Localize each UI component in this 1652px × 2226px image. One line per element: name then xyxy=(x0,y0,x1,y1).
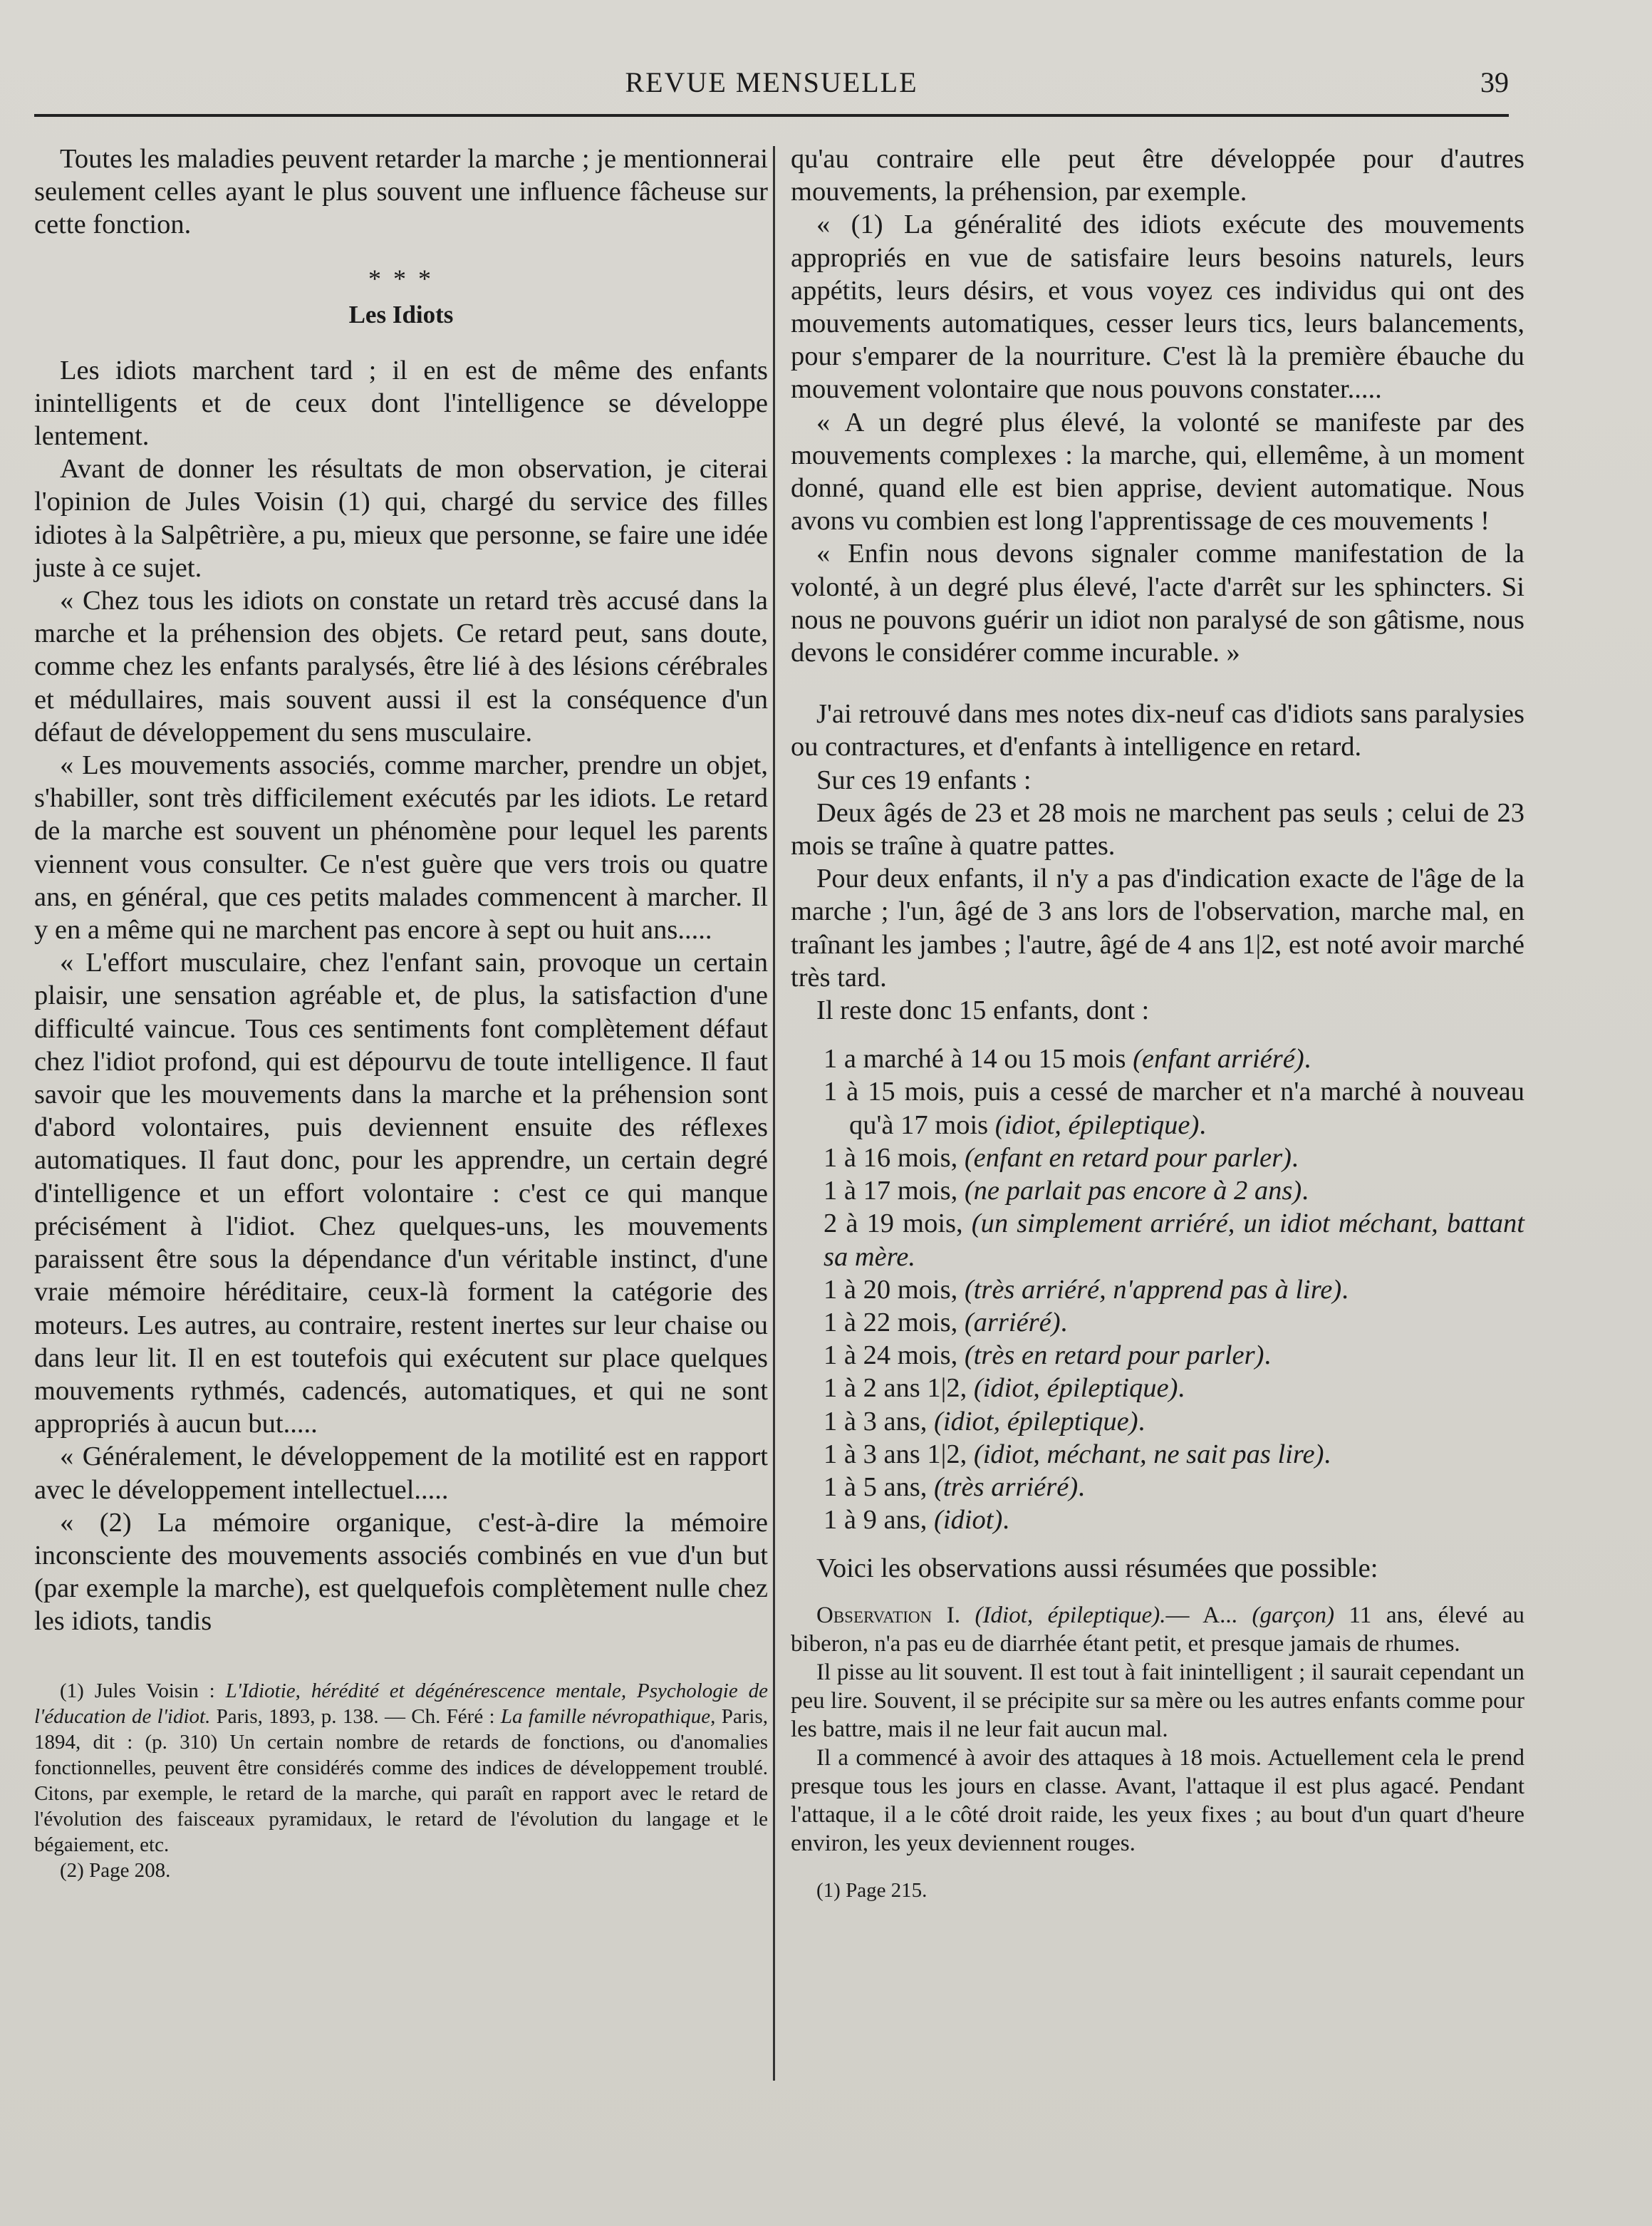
paragraph: J'ai retrouvé dans mes notes dix-neuf cas d'idiots sans paralysies ou contractures, et d'enfants à intelligence en retard. xyxy=(791,699,1524,762)
paragraph: Les idiots marchent tard ; il en est de même des enfants inintelligents et de ceux dont l'intelligence se développe lentement. xyxy=(34,355,768,452)
list-item xyxy=(791,1405,1524,1438)
paragraph: Voici les observations aussi résumées que possible: xyxy=(816,1553,1378,1584)
footnote-1-title: La famille névropathique, xyxy=(500,1704,716,1728)
list-item-end: . xyxy=(1199,1109,1206,1140)
footnote-1-part: Paris, 1893, p. 138. — Ch. Féré : xyxy=(210,1704,501,1728)
list-item-note: (très en retard pour parler) xyxy=(964,1340,1264,1371)
footnote-2: (2) Page 208. xyxy=(60,1858,171,1882)
list-item-end: . xyxy=(1291,1142,1299,1173)
section-separator: * * * xyxy=(368,264,434,293)
paragraph: « (1) La généralité des idiots exécute des mouvements appropriés en vue de satisfaire leurs besoins naturels, leurs appétits, leurs désirs, et vous voyez ces individus qui ont des mouvements automatiques, cesser leurs tics, leurs balancements, pour s'emparer de la nourriture. C'est là la première ébauche du mouvement volontaire que nous pouvons constater..... xyxy=(791,209,1524,405)
running-head xyxy=(34,63,1509,105)
column-rule xyxy=(773,146,775,2081)
observation-label: Observation I. xyxy=(816,1602,960,1628)
list-item-note: (idiot, épileptique) xyxy=(994,1109,1200,1140)
list-item-text: 1 a marché à 14 ou 15 mois xyxy=(824,1044,1133,1075)
list-item-note: (idiot, épileptique) xyxy=(973,1373,1178,1404)
running-title: REVUE MENSUELLE xyxy=(625,66,918,98)
list-item-text: 1 à 15 mois, puis a cessé de marcher et n'a marché à nouveau qu'à 17 mois xyxy=(824,1077,1524,1140)
list-item xyxy=(791,1207,1524,1273)
list-item-text: 1 à 17 mois, xyxy=(824,1176,965,1206)
footnote-1 xyxy=(34,1678,768,1858)
list-item-note: (arriéré) xyxy=(964,1307,1061,1337)
list-item-end: . xyxy=(1178,1373,1185,1404)
list-item-text: 1 à 16 mois, xyxy=(824,1142,965,1173)
paragraph: « (2) La mémoire organique, c'est-à-dire la mémoire inconsciente des mouvements associés combinés en vue d'un but (par exemple la marche), est quelquefois complètement nulle chez les idiots, tandis xyxy=(34,1507,768,1637)
list-item xyxy=(791,1372,1524,1404)
list-item xyxy=(791,1306,1524,1339)
list-item-text: 1 à 3 ans, xyxy=(824,1406,935,1436)
spacer xyxy=(791,1536,1524,1552)
paragraph: Il pisse au lit souvent. Il est tout à fait inintelligent ; il saurait cependant un peu lire. Souvent, il se précipite sur sa mère ou les autres enfants comme pour les battre, mais il ne leur fait aucun mal. xyxy=(791,1659,1524,1742)
spacer xyxy=(791,1585,1524,1601)
list-item-note: (idiot, méchant, ne sait pas lire) xyxy=(973,1439,1324,1469)
observation-heading xyxy=(791,1601,1524,1658)
list-item xyxy=(791,1174,1524,1207)
list-item-note: (un simplement arriéré, un idiot méchant, battant sa mère. xyxy=(824,1208,1524,1272)
list-item xyxy=(791,1339,1524,1372)
list-item-end: . xyxy=(1264,1340,1272,1371)
list-item-note: (enfant arriéré) xyxy=(1133,1044,1304,1075)
spacer xyxy=(791,669,1524,698)
list-item-note: (très arriéré) xyxy=(934,1471,1079,1502)
age-list xyxy=(791,1042,1524,1536)
list-item-text: 1 à 9 ans, xyxy=(824,1505,935,1536)
page-number: 39 xyxy=(1480,66,1509,98)
list-item-note: (ne parlait pas encore à 2 ans) xyxy=(964,1176,1302,1206)
paragraph: « Chez tous les idiots on constate un retard très accusé dans la marche et la préhension des objets. Ce retard peut, sans doute, comme chez les enfants paralysés, être lié à des lésions cérébrales et médullaires, mais souvent aussi il est la conséquence d'un défaut de développement du sens musculaire. xyxy=(34,586,768,747)
list-item-text: 1 à 20 mois, xyxy=(824,1274,965,1305)
list-item-note: (idiot, épileptique) xyxy=(934,1406,1138,1436)
list-item xyxy=(791,1503,1524,1536)
observation-text: — A... xyxy=(1165,1602,1252,1628)
list-item xyxy=(791,1438,1524,1471)
list-item-end: . xyxy=(1324,1439,1331,1469)
list-item-end: . xyxy=(1138,1406,1146,1436)
list-item xyxy=(791,1075,1524,1141)
section-title: Les Idiots xyxy=(348,300,454,328)
list-item-end: . xyxy=(1302,1176,1309,1206)
list-item-end: . xyxy=(1304,1044,1311,1075)
list-item-text: 2 à 19 mois, xyxy=(824,1208,972,1239)
list-item-note: (très arriéré, n'apprend pas à lire) xyxy=(964,1274,1342,1305)
list-item-note: (enfant en retard pour parler) xyxy=(964,1142,1292,1173)
list-item xyxy=(791,1273,1524,1306)
list-item-text: 1 à 2 ans 1|2, xyxy=(824,1373,974,1404)
list-item-text: 1 à 24 mois, xyxy=(824,1340,965,1371)
spacer xyxy=(791,1027,1524,1042)
left-column xyxy=(34,143,768,1883)
paragraph: Sur ces 19 enfants : xyxy=(816,765,1032,795)
observation-diagnosis: (Idiot, épileptique). xyxy=(960,1602,1166,1628)
footnotes xyxy=(34,1678,768,1883)
list-item-end: . xyxy=(1002,1505,1009,1536)
paragraph: « L'effort musculaire, chez l'enfant sain, provoque un certain plaisir, une sensation agréable et, de plus, la satisfaction d'une difficulté vaincue. Tous ces sentiments font complètement défaut chez l'idiot profond, qui est dépourvu de toute intelligence. Il faut savoir que les mouvements dans la marche et la préhension sont d'abord volontaires, puis deviennent ensuite des réflexes automatiques. Il faut donc, pour les apprendre, un certain degré d'intelligence et un effort volontaire : c'est ce qui manque précisément à l'idiot. Chez quelques-uns, les mouvements paraissent être sous la dépendance d'un véritable instinct, d'une vraie mémoire héréditaire, ceux-là forment la catégorie des moteurs. Les autres, au contraire, restent inertes sur leur chaise ou dans leur lit. Il en est toutefois qui exécutent sur place quelques mouvements rythmés, cadencés, automatiques, et qui ne sont appropriés à aucun but..... xyxy=(34,948,768,1439)
list-item-text: 1 à 22 mois, xyxy=(824,1307,965,1337)
paragraph: « Généralement, le développement de la motilité est en rapport avec le développement intellectuel..... xyxy=(34,1441,768,1505)
footnote-1-part: Paris, 1894, dit : (p. 310) Un certain nombre de retards de fonctions, ou d'anomalies fonctionnelles, peuvent être considérés comme des indices de développement troublé. Citons, par exemple, le retard de la marche, qui paraît en rapport avec le retard de l'évolution des faisceaux pyramidaux, le retard de l'évolution du langage et le bégaiement, etc. xyxy=(34,1704,769,1856)
paragraph: Toutes les maladies peuvent retarder la marche ; je mentionnerai seulement celles ayant le plus souvent une influence fâcheuse sur cette fonction. xyxy=(34,144,768,240)
observation-sex: (garçon) xyxy=(1252,1602,1334,1628)
list-item xyxy=(791,1471,1524,1503)
observation-block xyxy=(791,1601,1524,1858)
list-item-end: . xyxy=(1078,1471,1085,1502)
list-item-end: . xyxy=(1341,1274,1349,1305)
list-item xyxy=(791,1142,1524,1174)
header-rule xyxy=(34,114,1509,117)
list-item xyxy=(791,1042,1524,1075)
list-item-text: 1 à 5 ans, xyxy=(824,1471,935,1502)
list-item-text: 1 à 3 ans 1|2, xyxy=(824,1439,974,1469)
paragraph: Il reste donc 15 enfants, dont : xyxy=(816,995,1150,1026)
paragraph: « Les mouvements associés, comme marcher, prendre un objet, s'habiller, sont très difficilement exécutés par les idiots. Le retard de la marche est souvent un phénomène pour lequel les parents viennent vous consulter. Ce n'est guère que vers trois ou quatre ans, en général, que ces petits malades commencent à marcher. Il y en a même qui ne marchent pas encore à sept ou huit ans..... xyxy=(34,750,768,946)
paragraph: Avant de donner les résultats de mon observation, je citerai l'opinion de Jules Voisin (1) qui, chargé du service des filles idiotes à la Salpêtrière, a pu, mieux que personne, se faire une idée juste à ce sujet. xyxy=(34,454,768,583)
paragraph: « A un degré plus élevé, la volonté se manifeste par des mouvements complexes : la marche, qui, ellemême, à un moment donné, quand elle est bien apprise, devient automatique. Nous avons vu combien est long l'apprentissage de ces mouvements ! xyxy=(791,407,1524,537)
footnote-1-part: (1) Jules Voisin : xyxy=(60,1679,226,1702)
paragraph: Il a commencé à avoir des attaques à 18 mois. Actuellement cela le prend presque tous les jours en classe. Avant, l'attaque il est plus agacé. Pendant l'attaque, il a le côté droit raide, les yeux fixes ; au bout d'un quart d'heure environ, les yeux deviennent rouges. xyxy=(791,1744,1524,1856)
paragraph: « Enfin nous devons signaler comme manifestation de la volonté, à un degré plus élevé, l'acte d'arrêt sur les sphincters. Si nous ne pouvons guérir un idiot non paralysé de son gâtisme, nous devons le considérer comme incurable. » xyxy=(791,539,1524,668)
right-column xyxy=(791,143,1524,1903)
paragraph: Pour deux enfants, il n'y a pas d'indication exacte de l'âge de la marche ; l'un, âgé de 3 ans lors de l'observation, marche mal, en traînant les jambes ; l'autre, âgé de 4 ans 1|2, est noté avoir marché très tard. xyxy=(791,864,1524,993)
footnote-1-title: L'Idiotie, hérédité et dégénérescence mentale, Psychologie de l'éducation de l'idiot. xyxy=(34,1679,769,1728)
paragraph: Deux âgés de 23 et 28 mois ne marchent pas seuls ; celui de 23 mois se traîne à quatre pattes. xyxy=(791,797,1524,861)
paragraph: qu'au contraire elle peut être développée pour d'autres mouvements, la préhension, par exemple. xyxy=(791,144,1524,207)
list-item-note: (idiot) xyxy=(934,1505,1003,1536)
observation-text: 11 ans, élevé au biberon, n'a pas eu de diarrhée étant petit, et presque jamais de rhumes. xyxy=(791,1602,1525,1657)
list-item-end: . xyxy=(1060,1307,1068,1337)
footnotes xyxy=(791,1878,1524,1903)
footnote-1: (1) Page 215. xyxy=(816,1878,928,1902)
